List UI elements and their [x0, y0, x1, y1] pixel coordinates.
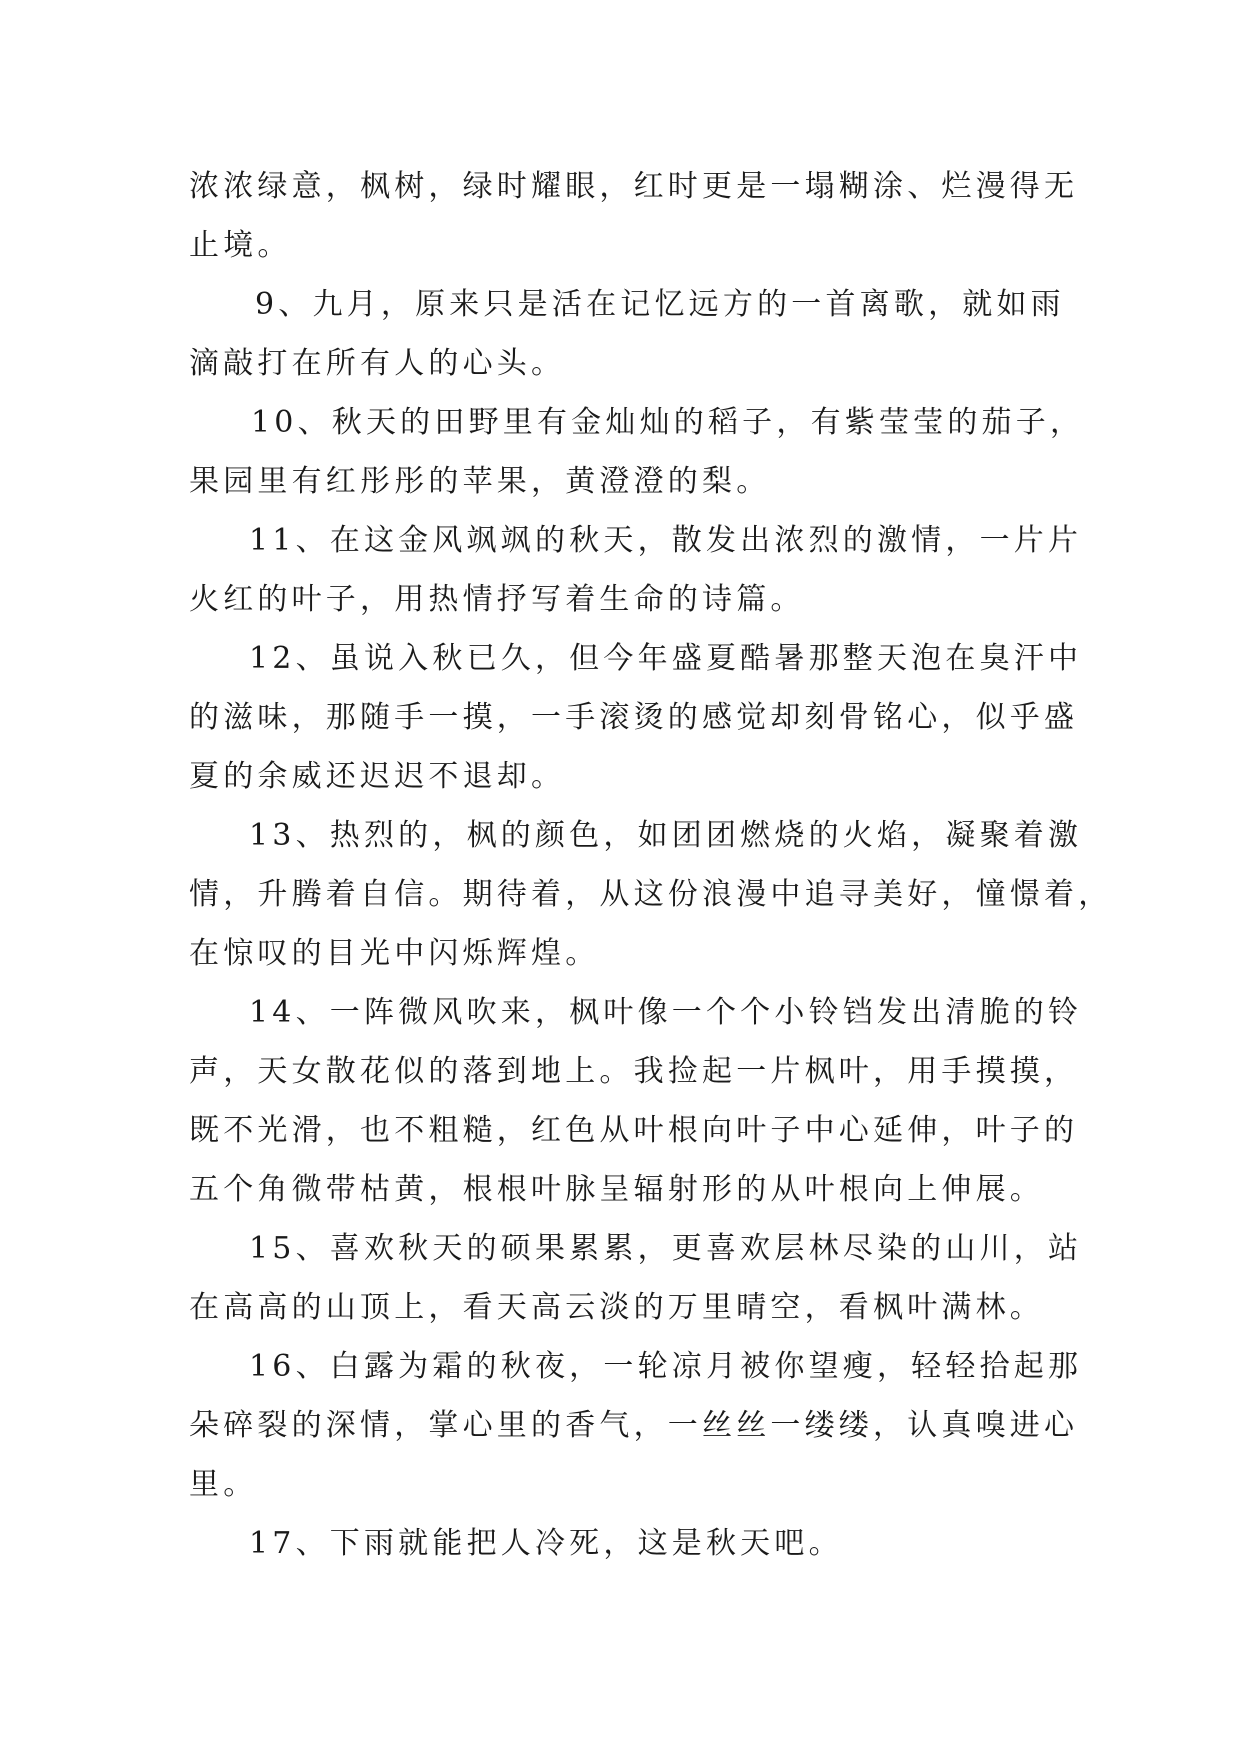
- text-line: 火红的叶子，用热情抒写着生命的诗篇。: [189, 582, 805, 617]
- text-line: 五个角微带枯黄，根根叶脉呈辐射形的从叶根向上伸展。: [189, 1172, 1044, 1207]
- paragraph-item-15: [189, 1219, 1083, 1337]
- text-line: 在高高的山顶上，看天高云淡的万里晴空，看枫叶满林。: [189, 1290, 1044, 1325]
- text-line: 声，天女散花似的落到地上。我捡起一片枫叶，用手摸摸，: [189, 1054, 1079, 1089]
- text-line: 滴敲打在所有人的心头。: [189, 346, 566, 381]
- paragraph-item-14: [189, 983, 1083, 1219]
- paragraph-item-13: [189, 806, 1113, 983]
- text-line: 果园里有红彤彤的苹果，黄澄澄的梨。: [189, 464, 771, 499]
- text-line: 夏的余威还迟迟不退却。: [189, 759, 566, 794]
- paragraph-item-16: [189, 1337, 1083, 1514]
- text-line: 止境。: [189, 228, 292, 263]
- text-line: 16、白露为霜的秋夜，一轮凉月被你望瘦，轻轻拾起那: [249, 1349, 1083, 1384]
- text-line: 13、热烈的，枫的颜色，如团团燃烧的火焰，凝聚着激: [249, 818, 1083, 853]
- paragraph-item-9: [189, 275, 1065, 393]
- paragraph-item-17: [189, 1514, 1047, 1573]
- text-line: 17、下雨就能把人冷死，这是秋天吧。: [249, 1526, 843, 1561]
- text-line: 的滋味，那随手一摸，一手滚烫的感觉却刻骨铭心，似乎盛: [189, 700, 1079, 735]
- document-body: [189, 157, 1113, 1573]
- text-line: 9、九月，原来只是活在记忆远方的一首离歌，就如雨: [255, 287, 1065, 322]
- paragraph-item-11: [189, 511, 1083, 629]
- text-line: 里。: [189, 1467, 258, 1502]
- text-line: 15、喜欢秋天的硕果累累，更喜欢层林尽染的山川，站: [249, 1231, 1083, 1266]
- paragraph-item-10: [189, 393, 1085, 511]
- text-line: 浓浓绿意，枫树，绿时耀眼，红时更是一塌糊涂、烂漫得无: [189, 169, 1079, 204]
- text-line: 10、秋天的田野里有金灿灿的稻子，有紫莹莹的茄子，: [251, 405, 1085, 440]
- text-line: 14、一阵微风吹来，枫叶像一个个小铃铛发出清脆的铃: [249, 995, 1083, 1030]
- text-line: 12、虽说入秋已久，但今年盛夏酷暑那整天泡在臭汗中: [249, 641, 1083, 676]
- text-line: 朵碎裂的深情，掌心里的香气，一丝丝一缕缕，认真嗅进心: [189, 1408, 1079, 1443]
- text-line: 在惊叹的目光中闪烁辉煌。: [189, 936, 600, 971]
- text-line: 情，升腾着自信。期待着，从这份浪漫中追寻美好，憧憬着，: [189, 877, 1113, 912]
- text-line: 既不光滑，也不粗糙，红色从叶根向叶子中心延伸，叶子的: [189, 1113, 1079, 1148]
- paragraph-item-12: [189, 629, 1083, 806]
- text-line: 11、在这金风飒飒的秋天，散发出浓烈的激情，一片片: [249, 523, 1083, 558]
- paragraph: [189, 157, 1079, 275]
